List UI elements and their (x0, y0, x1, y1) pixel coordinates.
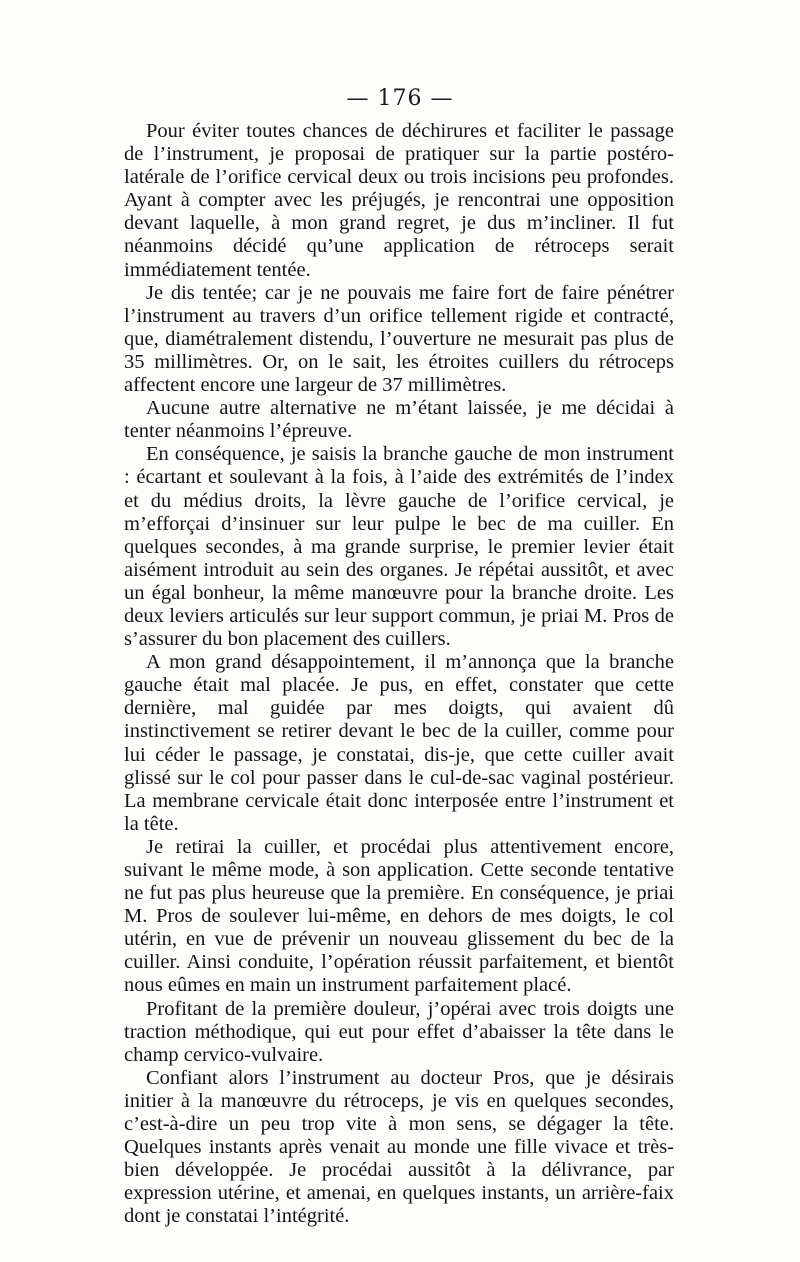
paragraph: Profitant de la première douleur, j’opérai avec trois doigts une traction méthodique, qui eut pour effet d’abaisser la tête dans le champ cervico-vulvaire. (124, 997, 674, 1066)
paragraph: Je dis tentée; car je ne pouvais me faire fort de faire pénétrer l’instrument au travers d’un orifice tellement rigide et contracté, que, diamétralement distendu, l’ouverture ne mesurait pas plus de 35 millimètres. Or, on le sait, les étroites cuillers du rétroceps affectent encore une largeur de 37 millimètres. (124, 281, 674, 397)
paragraph: Pour éviter toutes chances de déchirures et faciliter le passage de l’instrument, je proposai de pratiquer sur la partie postéro-latérale de l’orifice cervical deux ou trois incisions peu profondes. Ayant à compter avec les préjugés, je rencontrai une opposition devant laquelle, à mon grand regret, je dus m’incliner. Il fut néanmoins décidé qu’une application de rétroceps serait immédiatement tentée. (124, 120, 674, 281)
body-text (124, 120, 674, 1229)
paragraph: En conséquence, je saisis la branche gauche de mon instrument : écartant et soulevant à la fois, à l’aide des extrémités de l’index et du médius droits, la lèvre gauche de l’orifice cervical, je m’efforçai d’insinuer sur leur pulpe le bec de ma cuiller. En quelques secondes, à ma grande surprise, le premier levier était aisément introduit au sein des organes. Je répétai aussitôt, et avec un égal bonheur, la même manœuvre pour la branche droite. Les deux leviers articulés sur leur support commun, je priai M. Pros de s’assurer du bon placement des cuillers. (124, 443, 674, 651)
paragraph: Je retirai la cuiller, et procédai plus attentivement encore, suivant le même mode, à son application. Cette seconde tentative ne fut pas plus heureuse que la première. En conséquence, je priai M. Pros de soulever lui-même, en dehors de mes doigts, le col utérin, en vue de prévenir un nouveau glissement du bec de la cuiller. Ainsi conduite, l’opération réussit parfaitement, et bientôt nous eûmes en main un instrument parfaitement placé. (124, 835, 674, 997)
paragraph: Aucune autre alternative ne m’étant laissée, je me décidai à tenter néanmoins l’épreuve. (124, 397, 674, 443)
paragraph: A mon grand désappointement, il m’annonça que la branche gauche était mal placée. Je pus, en effet, constater que cette dernière, mal guidée par mes doigts, qui avaient dû instinctivement se retirer devant le bec de la cuiller, comme pour lui céder le passage, je constatai, dis-je, que cette cuiller avait glissé sur le col pour passer dans le cul-de-sac vaginal postérieur. La membrane cervicale était donc interposée entre l’instrument et la tête. (124, 651, 674, 835)
paragraph: Confiant alors l’instrument au docteur Pros, que je désirais initier à la manœuvre du rétroceps, je vis en quelques secondes, c’est-à-dire un peu trop vite à mon sens, se dégager la tête. Quelques instants après venait au monde une fille vivace et très-bien développée. Je procédai aussitôt à la délivrance, par expression utérine, et amenai, en quelques instants, un arrière-faix dont je constatai l’intégrité. (124, 1066, 674, 1228)
page-number: — 176 — (346, 86, 454, 111)
